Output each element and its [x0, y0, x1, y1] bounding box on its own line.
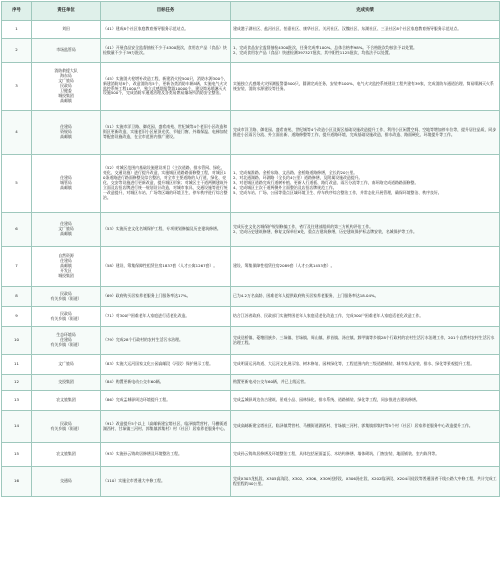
header-task: 目标任务: [101, 2, 231, 21]
responsible-unit: 交通局: [32, 467, 101, 497]
responsible-unit: 刘田: [32, 21, 101, 39]
table-row: [2, 39, 500, 63]
completion-result: 完成历史文化名城保护规划修编工作，省厅及住建部组织的第三方机构评估工作。 2、完成历史建筑修缮，修复文保单位6处，重点古建筑修缮，历史建筑保护标志牌安装，名城保护等工作。: [231, 213, 500, 247]
target-task: （53）实施历史文化名城保护工程，专项规划修编及历史建筑修缮。: [101, 213, 231, 247]
table-header-row: [2, 2, 500, 21]
table-row: [2, 467, 500, 497]
row-number: 15: [2, 443, 32, 467]
table-row: [2, 21, 500, 39]
completion-result: 购置更新电动公交车60辆，并已上线运营。: [231, 375, 500, 391]
responsible-unit: 文广旅局: [32, 355, 101, 375]
header-no: 序号: [2, 2, 32, 21]
target-task: （69）政府购买居家养老服务上门服务率达17%。: [101, 287, 231, 307]
target-task: （86）完成盂城驿周边环境提升工程。: [101, 391, 231, 411]
responsible-unit: 住建局 城管局 高邮镇: [32, 155, 101, 213]
responsible-unit: 农文旅集团: [32, 443, 101, 467]
target-task: （91）改造提升5个以上（高邮新建宝塔社区、临泽镇贯营村、马棚街道湖西村、甘垛镇三河村、郭集镇郭集村）村（社区）居家养老服务中心。: [101, 411, 231, 443]
row-number: 12: [2, 375, 32, 391]
responsible-unit: 民政局 有关乡镇（街道）: [32, 287, 101, 307]
target-task: （83）实施大运河国家文化公园高邮段（河段）保护展示工程。: [101, 355, 231, 375]
row-number: 16: [2, 467, 32, 497]
header-done: 完成实绩: [231, 2, 500, 21]
responsible-unit: 交投集团: [32, 375, 101, 391]
table-row: [2, 287, 500, 307]
target-task: （45）实施消火栓增补改造工程，新建消火栓500只，消防水源300个，新建消防站8个，改造消防站5个，更新各类消防车辆5辆，实施电气火灾监控系统工程1000户，独立式感烟报警器10000个，建设简易喷淋灭火设施500个，完成消防车通道治理及各类易燃易爆场所消防安全整治。: [101, 63, 231, 111]
header-unit: 责任单位: [32, 2, 101, 21]
table-row: [2, 355, 500, 375]
target-task: （52）对城区范围内基础设施建设项目（主次道路、排水管网、绿化、亮化、交通设施）进行提升改造，实施城区道路路面修整工程，对城区10条道路进行路面修整及综合整治，对全市主要道路的人行道、绿化、亮化、交安等设施进行更新改造，提升城区形象；对城区主干道两侧建筑外立面及店招店牌进行统一规划设计改造，对城市家具、交通设施等进行统一改造提升，对城区车站、广场等区域的环境卫生、停车秩序进行综合整治。: [101, 155, 231, 213]
responsible-unit: 住建局 资规局 高邮镇: [32, 111, 101, 155]
completion-result: 1、完成食品安全监督抽检4300批次，任务完成率100%，总体合格率98%。不合格批次均按法予以处置。 2、完成食用农产品（食品）快速检测397327批次，其中阳性1125批次，均依法予以处置。: [231, 39, 500, 63]
completion-result: 已为4.2万名高龄、困难老年人提供政府购买居家养老服务，上门服务率达18.04%。: [231, 287, 500, 307]
responsible-unit: 民政局 有关乡镇（街道）: [32, 411, 101, 443]
table-body: [2, 21, 500, 497]
responsible-unit: 市场监管局: [32, 39, 101, 63]
table-row: [2, 411, 500, 443]
completion-result: 完成X303龙虬段、X305高沟段、X302、X306、X309送桥段、X306汤庄段、X202临泽段、X204司徒段等普通国省干线公路大中修工程，共计完成工程里程约40公里。: [231, 467, 500, 497]
table-row: [2, 63, 500, 111]
table-row: [2, 375, 500, 391]
row-number: 2: [2, 39, 32, 63]
table-row: [2, 307, 500, 327]
table-row: [2, 443, 500, 467]
row-number: 6: [2, 213, 32, 247]
target-task: （84）购置更新电动公交车60辆。: [101, 375, 231, 391]
row-number: 1: [2, 21, 32, 39]
target-task: （41）开展食品安全监督抽检不少于4300批次，食用农产品（食品）快检数量不少于39万批次。: [101, 39, 231, 63]
completion-result: 1、完成秦淮路、金桥东路、文昌路、金桥路道路修缮，全长约20公里。 2、对北通湖路、环湖路（全长约4公里）道路修缮，及附属设施改造提升。 3、对老城区道路完成行道树补植、更新人行道板、路灯改造、雨污分流等工作，南环路完成道路路面修整。 4、完成城区主次干道两侧外立面整治及店招店牌规范工作。 5、完成车站、广场、公园等重点区域环境卫生、停车秩序综合整治工作，并常态化开展管理，确保环境整洁、秩序良好。: [231, 155, 500, 213]
row-number: 8: [2, 287, 32, 307]
row-number: 5: [2, 155, 32, 213]
completion-result: 完成送桥镇、菱塘回族乡、三垛镇、甘垛镇、周山镇、界首镇、汤庄镇、卸甲镇等乡镇28个行政村的农村生活污水治理工作，201个自然村农村生活污水治理工程。: [231, 327, 500, 355]
target-task: （51）实施市洋卫路、御花园、盛希南苑、世纪城等4个老旧小区改造和街区更新改造，实施老旧小区屋顶光伏、节能门窗、外墙保温、电梯加装等配套设施改造，在全市范围内推广建设。: [101, 111, 231, 155]
completion-result: 完成盂城驿周边仿古建筑、景观小品、园林绿化、排水系统、道路铺装、绿化等工程，同步推进古建筑修缮。: [231, 391, 500, 411]
responsible-unit: 农文旅集团: [32, 391, 101, 411]
row-number: 9: [2, 307, 32, 327]
completion-result: 完成孙云铸故居修缮及环境整治工程，具体包括屋面盖瓦、木结构修缮、墙体砌筑、门窗安装、地面铺装、室内陈列等。: [231, 443, 500, 467]
completion-result: 完成高邮新建宝塔社区、临泽镇贯营村、马棚街道湖西村、甘垛镇三河村、郭集镇郭集村等5个村（社区）居家养老服务中心改造提升工作。: [231, 411, 500, 443]
row-number: 7: [2, 247, 32, 287]
table-row: [2, 155, 500, 213]
row-number: 4: [2, 111, 32, 155]
target-task: （93）实施孙云铸故居修缮及环境整治工程。: [101, 443, 231, 467]
table-row: [2, 247, 500, 287]
completion-result: 结合江苏省政府、民政部门实施特困老年人家庭适老化改造工作，完成300户困难老年人家庭适老化改造工作。: [231, 307, 500, 327]
responsible-unit: 民政局 有关乡镇（街道）: [32, 307, 101, 327]
row-number: 3: [2, 63, 32, 111]
responsible-unit: 生态环境局 住建局 有关乡镇（街道）: [32, 327, 101, 355]
target-task: （58）建设、筹集保障性租赁住房1837套（人才公寓1267套）。: [101, 247, 231, 287]
completion-result: 完成市洋卫路、御花园、盛希南苑、世纪城等4个改造小区及街区基础设施改造提升工作，利用小区闲置空间、空地等增加停车位等，提升居住品质，同步推进小区雨污分流、外立面出新、道路修整等工作，提升道路环境，完成基础设施改造，排水改造、路面硬化、环境提升等工作。: [231, 111, 500, 155]
target-task: （79）完成28个行政村的农村生活污水治理。: [101, 327, 231, 355]
completion-result: 建设、筹集保障性租赁住房2089套（人才公寓1453套）。: [231, 247, 500, 287]
completion-result: 完成明清运河故道、大运河文化展示馆、树木修复、园林绿化等，工程范围内的三级道路铺装、城市家具安装、排水、绿化等景观提升工程。: [231, 355, 500, 375]
target-task: （71）对300户困难老年人家庭进行适老化改造。: [101, 307, 231, 327]
responsible-unit: 自然资源 住建局 高邮镇 开发区 城投集团: [32, 247, 101, 287]
row-number: 10: [2, 327, 32, 355]
completion-result: 实施独立式感烟火灾探测报警器500只，圆满完成任务，安装率100%，电气火灾监控系统建设工程共建有39家，完成消防车通道治理、简易喷淋灭火系统安装、消防水源建设等任务。: [231, 63, 500, 111]
table-row: [2, 391, 500, 411]
target-task: （41）建成8个社区家庭教育指导服务示范站点。: [101, 21, 231, 39]
table-row: [2, 111, 500, 155]
table-row: [2, 213, 500, 247]
target-task: （110）实施全市普通大中修工程。: [101, 467, 231, 497]
row-number: 14: [2, 411, 32, 443]
task-table: [1, 1, 500, 497]
table-row: [2, 327, 500, 355]
document: [0, 1, 500, 566]
responsible-unit: 消防救援大队 海东局 文广旅局 民政局 卫健委 城投集团 高邮镇: [32, 63, 101, 111]
completion-result: 建成港子湖社区、盐河社区、怡嘉社区、康华社区、关河社区、汉魏社区、东湖社区、三圣社区8个社区家庭教育指导服务示范站点。: [231, 21, 500, 39]
responsible-unit: 住建局 文广旅局 高邮镇: [32, 213, 101, 247]
row-number: 11: [2, 355, 32, 375]
row-number: 13: [2, 391, 32, 411]
